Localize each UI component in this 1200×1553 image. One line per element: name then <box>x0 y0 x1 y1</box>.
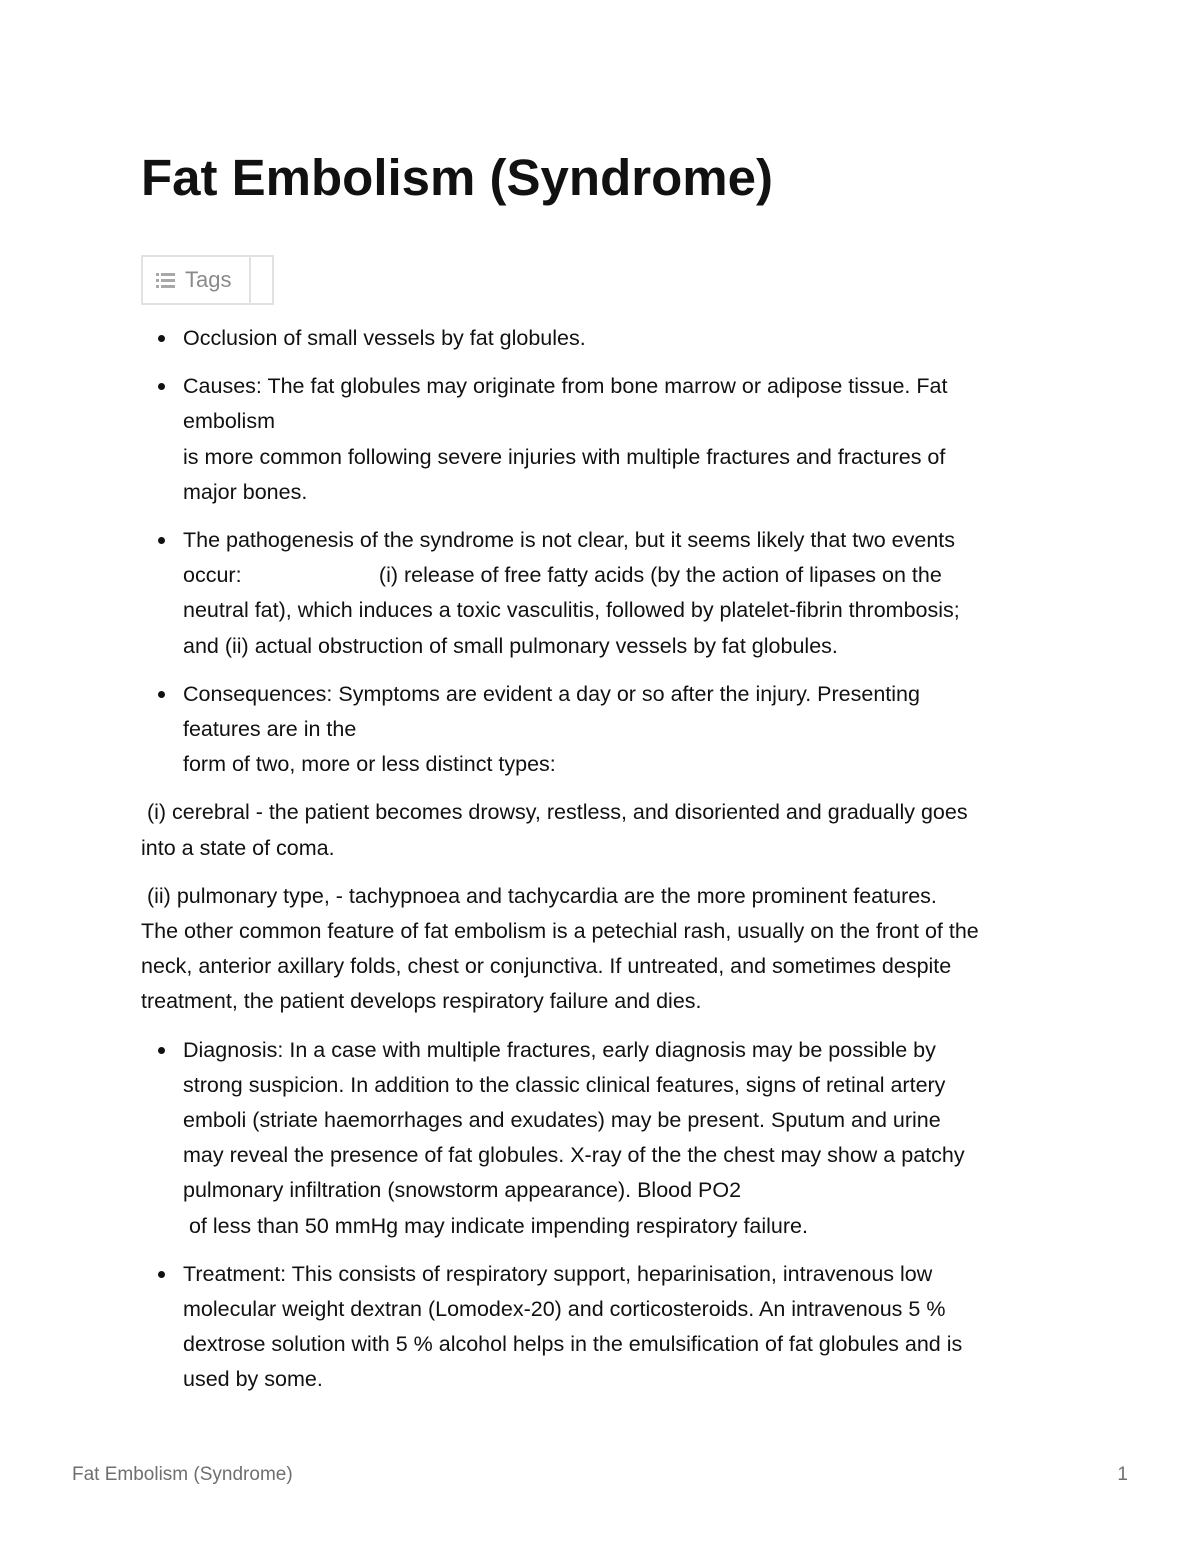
text-line: Consequences: Symptoms are evident a day or so after the injury. Presenting <box>183 681 920 706</box>
text-line: embolism <box>183 409 275 434</box>
bullet-item <box>141 677 1066 783</box>
bullet-list <box>141 1033 1066 1398</box>
paragraph-group <box>141 795 1066 1019</box>
footer-page-number: 1 <box>1117 1464 1128 1485</box>
bullet-item <box>141 523 1066 664</box>
bullet-dot-icon <box>158 335 165 342</box>
text-line: Treatment: This consists of respiratory support, heparinisation, intravenous low <box>183 1261 933 1286</box>
bullet-item <box>141 1257 1066 1398</box>
bullet-dot-icon <box>158 1271 165 1278</box>
text-line: Causes: The fat globules may originate from bone marrow or adipose tissue. Fat <box>183 374 948 399</box>
text-line: may reveal the presence of fat globules. X-ray of the the chest may show a patchy <box>183 1143 965 1168</box>
bullet-dot-icon <box>158 691 165 698</box>
text-line: form of two, more or less distinct types: <box>183 752 556 777</box>
text-line: treatment, the patient develops respiratory failure and dies. <box>141 989 702 1014</box>
text-line: of less than 50 mmHg may indicate impending respiratory failure. <box>183 1213 808 1238</box>
text-line: neck, anterior axillary folds, chest or conjunctiva. If untreated, and sometimes despite <box>141 954 952 979</box>
document-body <box>141 321 1066 1411</box>
page-title: Fat Embolism (Syndrome) <box>141 149 773 206</box>
tags-label: Tags <box>185 267 232 292</box>
text-line: (i) cerebral - the patient becomes drowsy, restless, and disoriented and gradually goes <box>141 800 968 825</box>
text-line: Occlusion of small vessels by fat globules. <box>183 326 586 350</box>
bullet-dot-icon <box>158 537 165 544</box>
text-line: is more common following severe injuries with multiple fractures and fractures of <box>183 444 946 469</box>
text-line: emboli (striate haemorrhages and exudates) may be present. Sputum and urine <box>183 1108 941 1133</box>
text-line: and (ii) actual obstruction of small pulmonary vessels by fat globules. <box>183 633 838 658</box>
paragraph <box>141 879 1066 1020</box>
text-line: strong suspicion. In addition to the classic clinical features, signs of retinal artery <box>183 1072 946 1097</box>
footer-doc-name: Fat Embolism (Syndrome) <box>72 1464 293 1485</box>
text-line: (ii) pulmonary type, - tachypnoea and tachycardia are the more prominent features. <box>141 883 937 908</box>
text-line: pulmonary infiltration (snowstorm appearance). Blood PO2 <box>183 1178 742 1203</box>
bullet-dot-icon <box>158 383 165 390</box>
text-line: The other common feature of fat embolism is a petechial rash, usually on the front of the <box>141 919 979 944</box>
list-icon <box>156 272 175 289</box>
bullet-item <box>141 321 1066 356</box>
text-line: features are in the <box>183 717 357 742</box>
bullet-item <box>141 1033 1066 1244</box>
text-line: used by some. <box>183 1367 323 1392</box>
text-line: into a state of coma. <box>141 835 335 860</box>
tags-value-cell <box>249 257 251 303</box>
text-line: occur: (i) release of free fatty acids (by the action of lipases on the <box>183 563 942 588</box>
text-line: neutral fat), which induces a toxic vasculitis, followed by platelet-fibrin thrombosis; <box>183 598 960 623</box>
text-line: dextrose solution with 5 % alcohol helps in the emulsification of fat globules and is <box>183 1332 963 1357</box>
paragraph <box>141 795 1066 865</box>
text-line: molecular weight dextran (Lomodex-20) and corticosteroids. An intravenous 5 % <box>183 1297 946 1322</box>
bullet-dot-icon <box>158 1047 165 1054</box>
bullet-list <box>141 321 1066 782</box>
text-line: major bones. <box>183 479 308 504</box>
text-line: The pathogenesis of the syndrome is not clear, but it seems likely that two events <box>183 528 956 553</box>
text-line: Diagnosis: In a case with multiple fractures, early diagnosis may be possible by <box>183 1037 936 1062</box>
bullet-item <box>141 369 1066 510</box>
tags-property[interactable] <box>141 255 274 305</box>
